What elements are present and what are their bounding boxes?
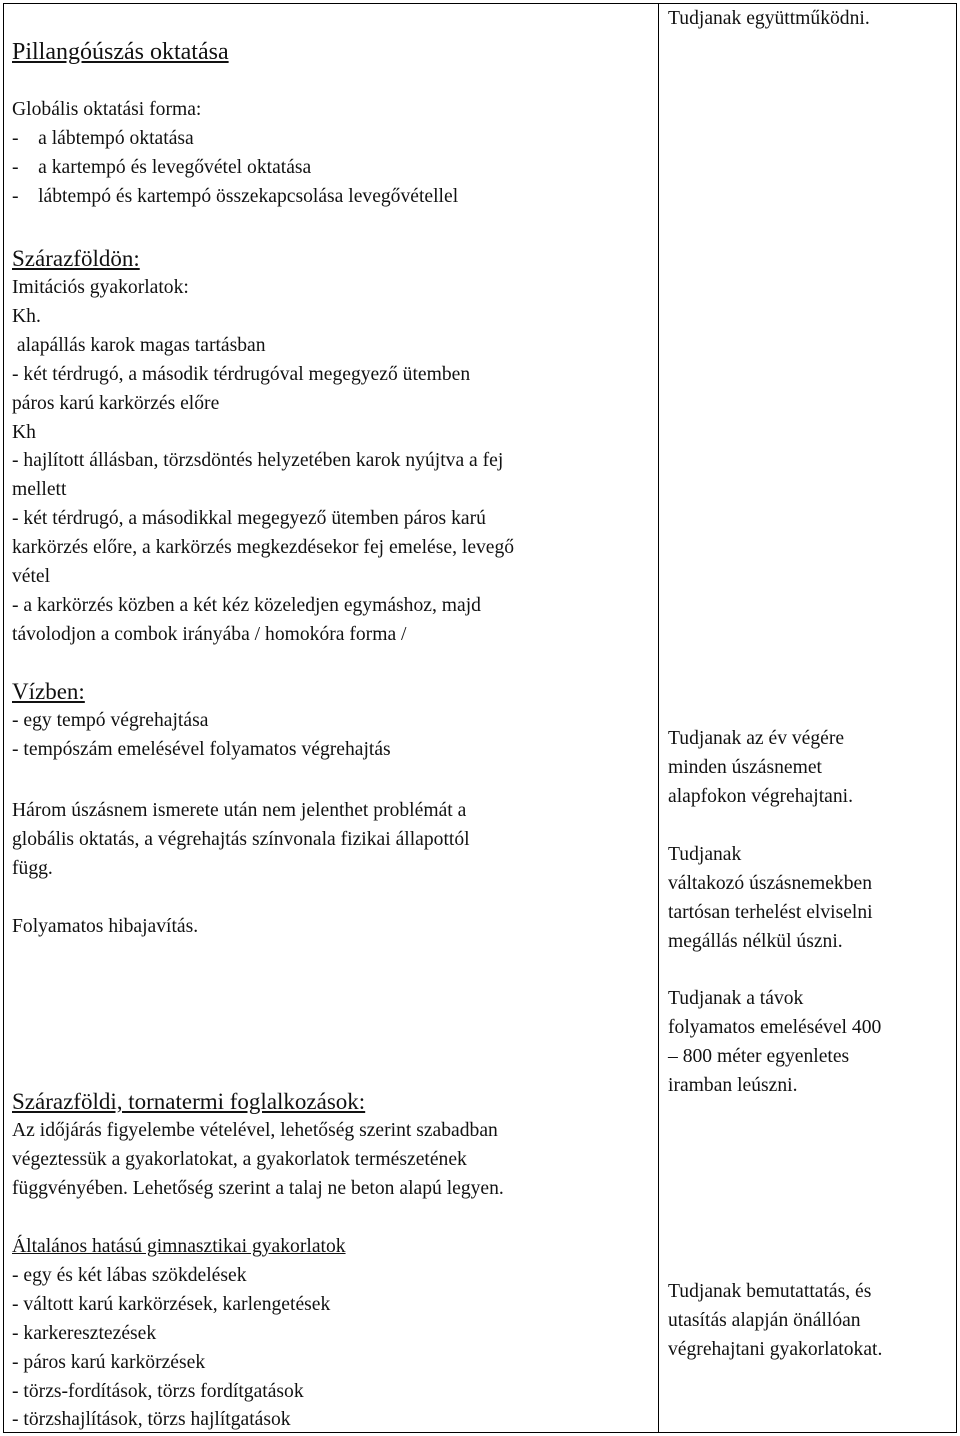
water-paragraph	[12, 797, 652, 884]
list-item: - tempószám emelésével folyamatos végrehajtás	[12, 738, 391, 760]
water-note: Folyamatos hibajavítás.	[12, 916, 199, 937]
list-item: - törzshajlítások, törzs hajlítgatások	[12, 1409, 291, 1431]
outcome-demonstration	[668, 1278, 952, 1365]
list-item: - váltott karú karkörzések, karlengetések	[12, 1293, 331, 1315]
text-line: - a karkörzés közben a két kéz közeledjen egymáshoz, majd	[12, 594, 481, 616]
list-item: - egy és két lábas szökdelések	[12, 1264, 247, 1286]
text-line: karkörzés előre, a karkörzés megkezdésekor fej emelése, levegő	[12, 537, 515, 559]
text-line: végeztessük a gyakorlatokat, a gyakorlatok természetének	[12, 1148, 467, 1170]
text-line: távolodjon a combok irányába / homokóra forma /	[12, 623, 407, 645]
dry-section	[12, 244, 652, 650]
text-line: Tudjanak	[668, 844, 742, 865]
water-section	[12, 677, 652, 765]
text-line: - két térdrugó, a másodikkal megegyező ütemben páros karú	[12, 508, 486, 530]
text-line: - két térdrugó, a második térdrugóval megegyező ütemben	[12, 363, 471, 385]
text-line: tartósan terhelést elviselni	[668, 901, 873, 923]
list-item: - páros karú karkörzések	[12, 1351, 206, 1373]
general-heading: Általános hatású gimnasztikai gyakorlatok	[12, 1236, 346, 1257]
text-line: Az időjárás figyelembe vételével, lehetőség szerint szabadban	[12, 1120, 498, 1141]
list-item: - a lábtempó oktatása	[12, 127, 194, 149]
dry-heading: Szárazföldön:	[12, 246, 140, 271]
text-line: Tudjanak az év végére	[668, 728, 845, 749]
text-line: függ.	[12, 857, 53, 879]
global-heading: Globális oktatási forma:	[12, 99, 202, 120]
outcome-cooperation	[668, 5, 952, 34]
global-section	[12, 96, 652, 212]
outcome-all-strokes	[668, 725, 952, 812]
list-item: - törzs-fordítások, törzs fordítgatások	[12, 1380, 304, 1402]
text-line: páros karú karkörzés előre	[12, 392, 220, 414]
gym-section	[12, 1087, 652, 1204]
gym-heading: Szárazföldi, tornatermi foglalkozások:	[12, 1089, 366, 1114]
text-line: minden úszásnemet	[668, 756, 822, 778]
document-page	[3, 3, 957, 1433]
text-line: Kh	[12, 421, 36, 443]
list-item: - egy tempó végrehajtása	[12, 710, 209, 731]
text-line: mellett	[12, 479, 67, 501]
text-line: utasítás alapján önállóan	[668, 1309, 861, 1331]
text-line: végrehajtani gyakorlatokat.	[668, 1338, 883, 1360]
text-line: megállás nélkül úszni.	[668, 930, 843, 952]
text-line: alapállás karok magas tartásban	[12, 334, 266, 356]
text-line: Három úszásnem ismerete után nem jelenthet problémát a	[12, 800, 467, 821]
outcome-endurance	[668, 841, 952, 957]
text-line: – 800 méter egyenletes	[668, 1045, 850, 1067]
text-line: vétel	[12, 566, 51, 588]
outcome-distance	[668, 985, 952, 1101]
column-divider	[658, 4, 659, 1432]
text-line: Imitációs gyakorlatok:	[12, 277, 189, 298]
text-line: iramban leúszni.	[668, 1074, 798, 1096]
text-line: alapfokon végrehajtani.	[668, 785, 853, 807]
list-item: - a kartempó és levegővétel oktatása	[12, 156, 312, 178]
text-line: Kh.	[12, 305, 41, 327]
text-line: globális oktatás, a végrehajtás színvonala fizikai állapottól	[12, 828, 470, 850]
text-line: Tudjanak a távok	[668, 988, 804, 1009]
text-line: váltakozó úszásnemekben	[668, 872, 873, 894]
text-line: - hajlított állásban, törzsdöntés helyzetében karok nyújtva a fej	[12, 450, 504, 472]
text-line: függvényében. Lehetőség szerint a talaj ne beton alapú legyen.	[12, 1177, 504, 1199]
list-item: - lábtempó és kartempó összekapcsolása levegővétellel	[12, 185, 459, 207]
document-title: Pillangóúszás oktatása	[12, 39, 229, 65]
water-heading: Vízben:	[12, 679, 85, 704]
list-item: - karkeresztezések	[12, 1322, 157, 1344]
text-line: Tudjanak együttműködni.	[668, 8, 870, 29]
general-section	[12, 1233, 652, 1435]
text-line: Tudjanak bemutattatás, és	[668, 1281, 872, 1302]
text-line: folyamatos emelésével 400	[668, 1016, 882, 1038]
